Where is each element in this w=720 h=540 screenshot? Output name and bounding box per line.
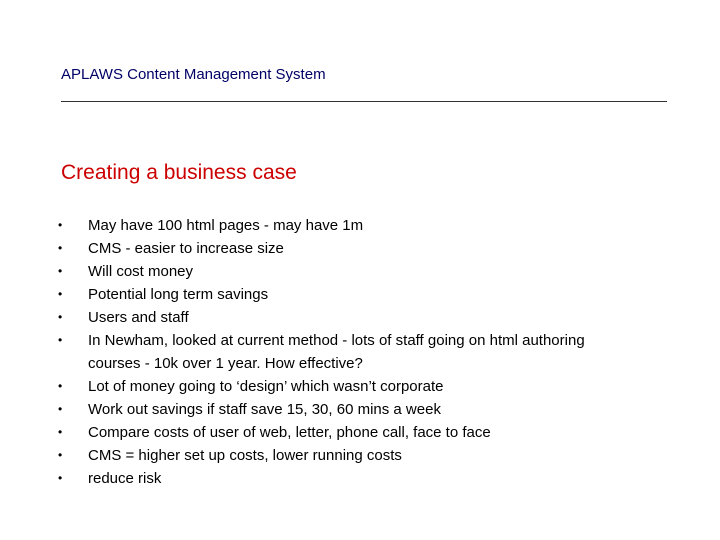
bullet-icon: • [58, 379, 63, 393]
list-item [58, 237, 678, 260]
bullet-text: CMS - easier to increase size [88, 240, 284, 257]
bullet-icon: • [58, 402, 63, 416]
bullet-icon: • [58, 448, 63, 462]
bullet-text: In Newham, looked at current method - lots of staff going on html authoring courses - 10k over 1 year. How effective? [88, 332, 585, 372]
list-item [58, 260, 678, 283]
bullet-icon: • [58, 333, 63, 347]
slide-title: Creating a business case [61, 161, 297, 184]
bullet-icon: • [58, 287, 63, 301]
bullet-icon: • [58, 241, 63, 255]
list-item [58, 306, 678, 329]
bullet-text: reduce risk [88, 470, 162, 487]
list-item [58, 444, 678, 467]
bullet-icon: • [58, 425, 63, 439]
list-item [58, 421, 678, 444]
bullet-text: Lot of money going to ‘design’ which wasn’t corporate [88, 378, 444, 395]
bullet-list [58, 214, 678, 490]
bullet-text: Will cost money [88, 263, 194, 280]
list-item [58, 398, 678, 421]
list-item [58, 375, 678, 398]
bullet-icon: • [58, 310, 63, 324]
list-item [58, 467, 678, 490]
bullet-text: CMS = higher set up costs, lower running costs [88, 447, 402, 464]
list-item [58, 214, 678, 237]
header-divider [61, 101, 667, 102]
bullet-text: May have 100 html pages - may have 1m [88, 217, 364, 234]
bullet-icon: • [58, 264, 63, 278]
bullet-text: Potential long term savings [88, 286, 269, 303]
bullet-text: Users and staff [88, 309, 189, 326]
bullet-text: Work out savings if staff save 15, 30, 60 mins a week [88, 401, 441, 418]
list-item [58, 329, 678, 375]
bullet-icon: • [58, 218, 63, 232]
list-item [58, 283, 678, 306]
bullet-text: Compare costs of user of web, letter, phone call, face to face [88, 424, 491, 441]
bullet-icon: • [58, 471, 63, 485]
header-title: APLAWS Content Management System [61, 66, 326, 83]
